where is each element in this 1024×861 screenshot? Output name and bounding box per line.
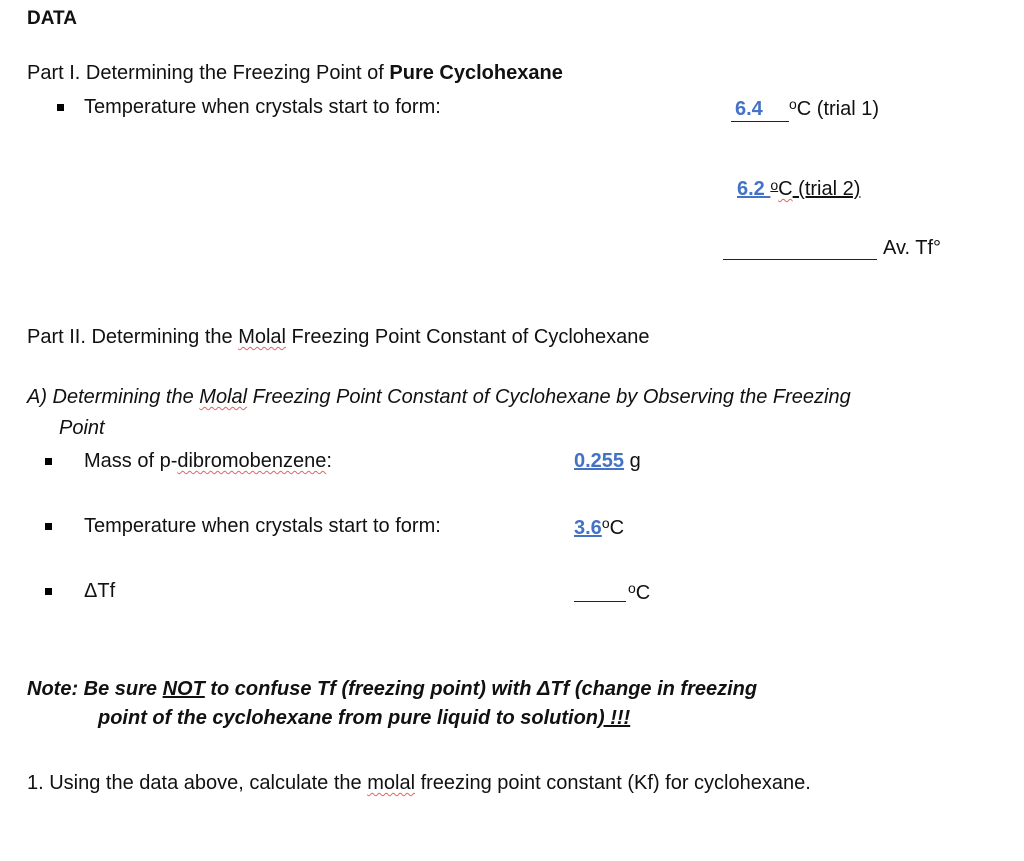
temp-row	[574, 515, 624, 540]
average-label: Av. Tf°	[883, 237, 942, 259]
note-not: NOT	[162, 678, 205, 700]
delta-unit-row	[628, 580, 650, 605]
trial2-degree: o	[770, 177, 779, 193]
note-line1-suffix: to confuse Tf (freezing point) with ΔTf (change in freezing	[204, 678, 758, 700]
delta-blank	[574, 601, 626, 602]
trial2-suffix: (trial 2)	[792, 178, 861, 200]
trial2-unit: C	[778, 178, 793, 200]
trial1-blank	[731, 98, 789, 122]
mass-label-suffix: :	[326, 450, 332, 472]
question1-prefix: 1. Using the data above, calculate the	[27, 772, 368, 794]
note-line2	[98, 707, 630, 730]
note-prefix: Note: Be sure	[27, 678, 163, 700]
part2-heading-molal: Molal	[238, 326, 286, 348]
bullet-icon	[45, 458, 52, 465]
sectionA-heading-line2: Point	[59, 417, 105, 439]
part1-heading-bold: Pure Cyclohexane	[389, 62, 563, 84]
sectionA-molal: Molal	[199, 386, 248, 408]
average-blank	[723, 259, 877, 260]
mass-label	[84, 450, 332, 473]
mass-label-word: dibromobenzene	[177, 450, 327, 472]
delta-degree: o	[628, 580, 636, 596]
trial1-unit: C (trial 1)	[796, 98, 880, 120]
temp-value: 3.6	[574, 517, 602, 539]
part1-heading	[27, 62, 563, 85]
question1-suffix: freezing point constant (Kf) for cyclohexane.	[415, 772, 811, 794]
delta-unit: C	[635, 582, 651, 604]
note-line2-prefix: point of the cyclohexane from pure liquid to solution	[98, 707, 599, 729]
mass-value: 0.255	[574, 450, 625, 472]
trial1-degree: o	[789, 96, 797, 112]
temp-unit: C	[609, 517, 625, 539]
mass-label-prefix: Mass of p-	[84, 450, 178, 472]
bullet-icon	[57, 104, 64, 111]
part2-heading-suffix: Freezing Point Constant of Cyclohexane	[286, 326, 650, 348]
trial2-row	[737, 177, 860, 201]
sectionA-prefix: A) Determining the	[27, 386, 200, 408]
question1-molal: molal	[367, 772, 416, 794]
note-line2-suffix: ) !!!	[598, 707, 631, 729]
note-line1	[27, 678, 757, 701]
part1-heading-text: Part I. Determining the Freezing Point of	[27, 62, 390, 84]
sectionA-heading	[27, 386, 851, 409]
question1	[27, 772, 811, 795]
mass-unit: g	[624, 450, 641, 472]
temp-degree: o	[601, 515, 610, 531]
bullet-icon	[45, 588, 52, 595]
bullet-icon	[45, 523, 52, 530]
sectionA-suffix: Freezing Point Constant of Cyclohexane by Observing the Freezing	[247, 386, 851, 408]
trial1-row	[731, 96, 879, 122]
mass-row	[574, 450, 641, 473]
delta-label: ΔTf	[84, 580, 116, 602]
part1-crystals-label: Temperature when crystals start to form:	[84, 96, 441, 118]
trial2-value: 6.2	[737, 178, 771, 200]
part2-heading-prefix: Part II. Determining the	[27, 326, 239, 348]
temp-label: Temperature when crystals start to form:	[84, 515, 441, 537]
part2-heading	[27, 326, 650, 349]
page-title: DATA	[27, 8, 77, 29]
trial1-value: 6.4	[735, 98, 763, 120]
